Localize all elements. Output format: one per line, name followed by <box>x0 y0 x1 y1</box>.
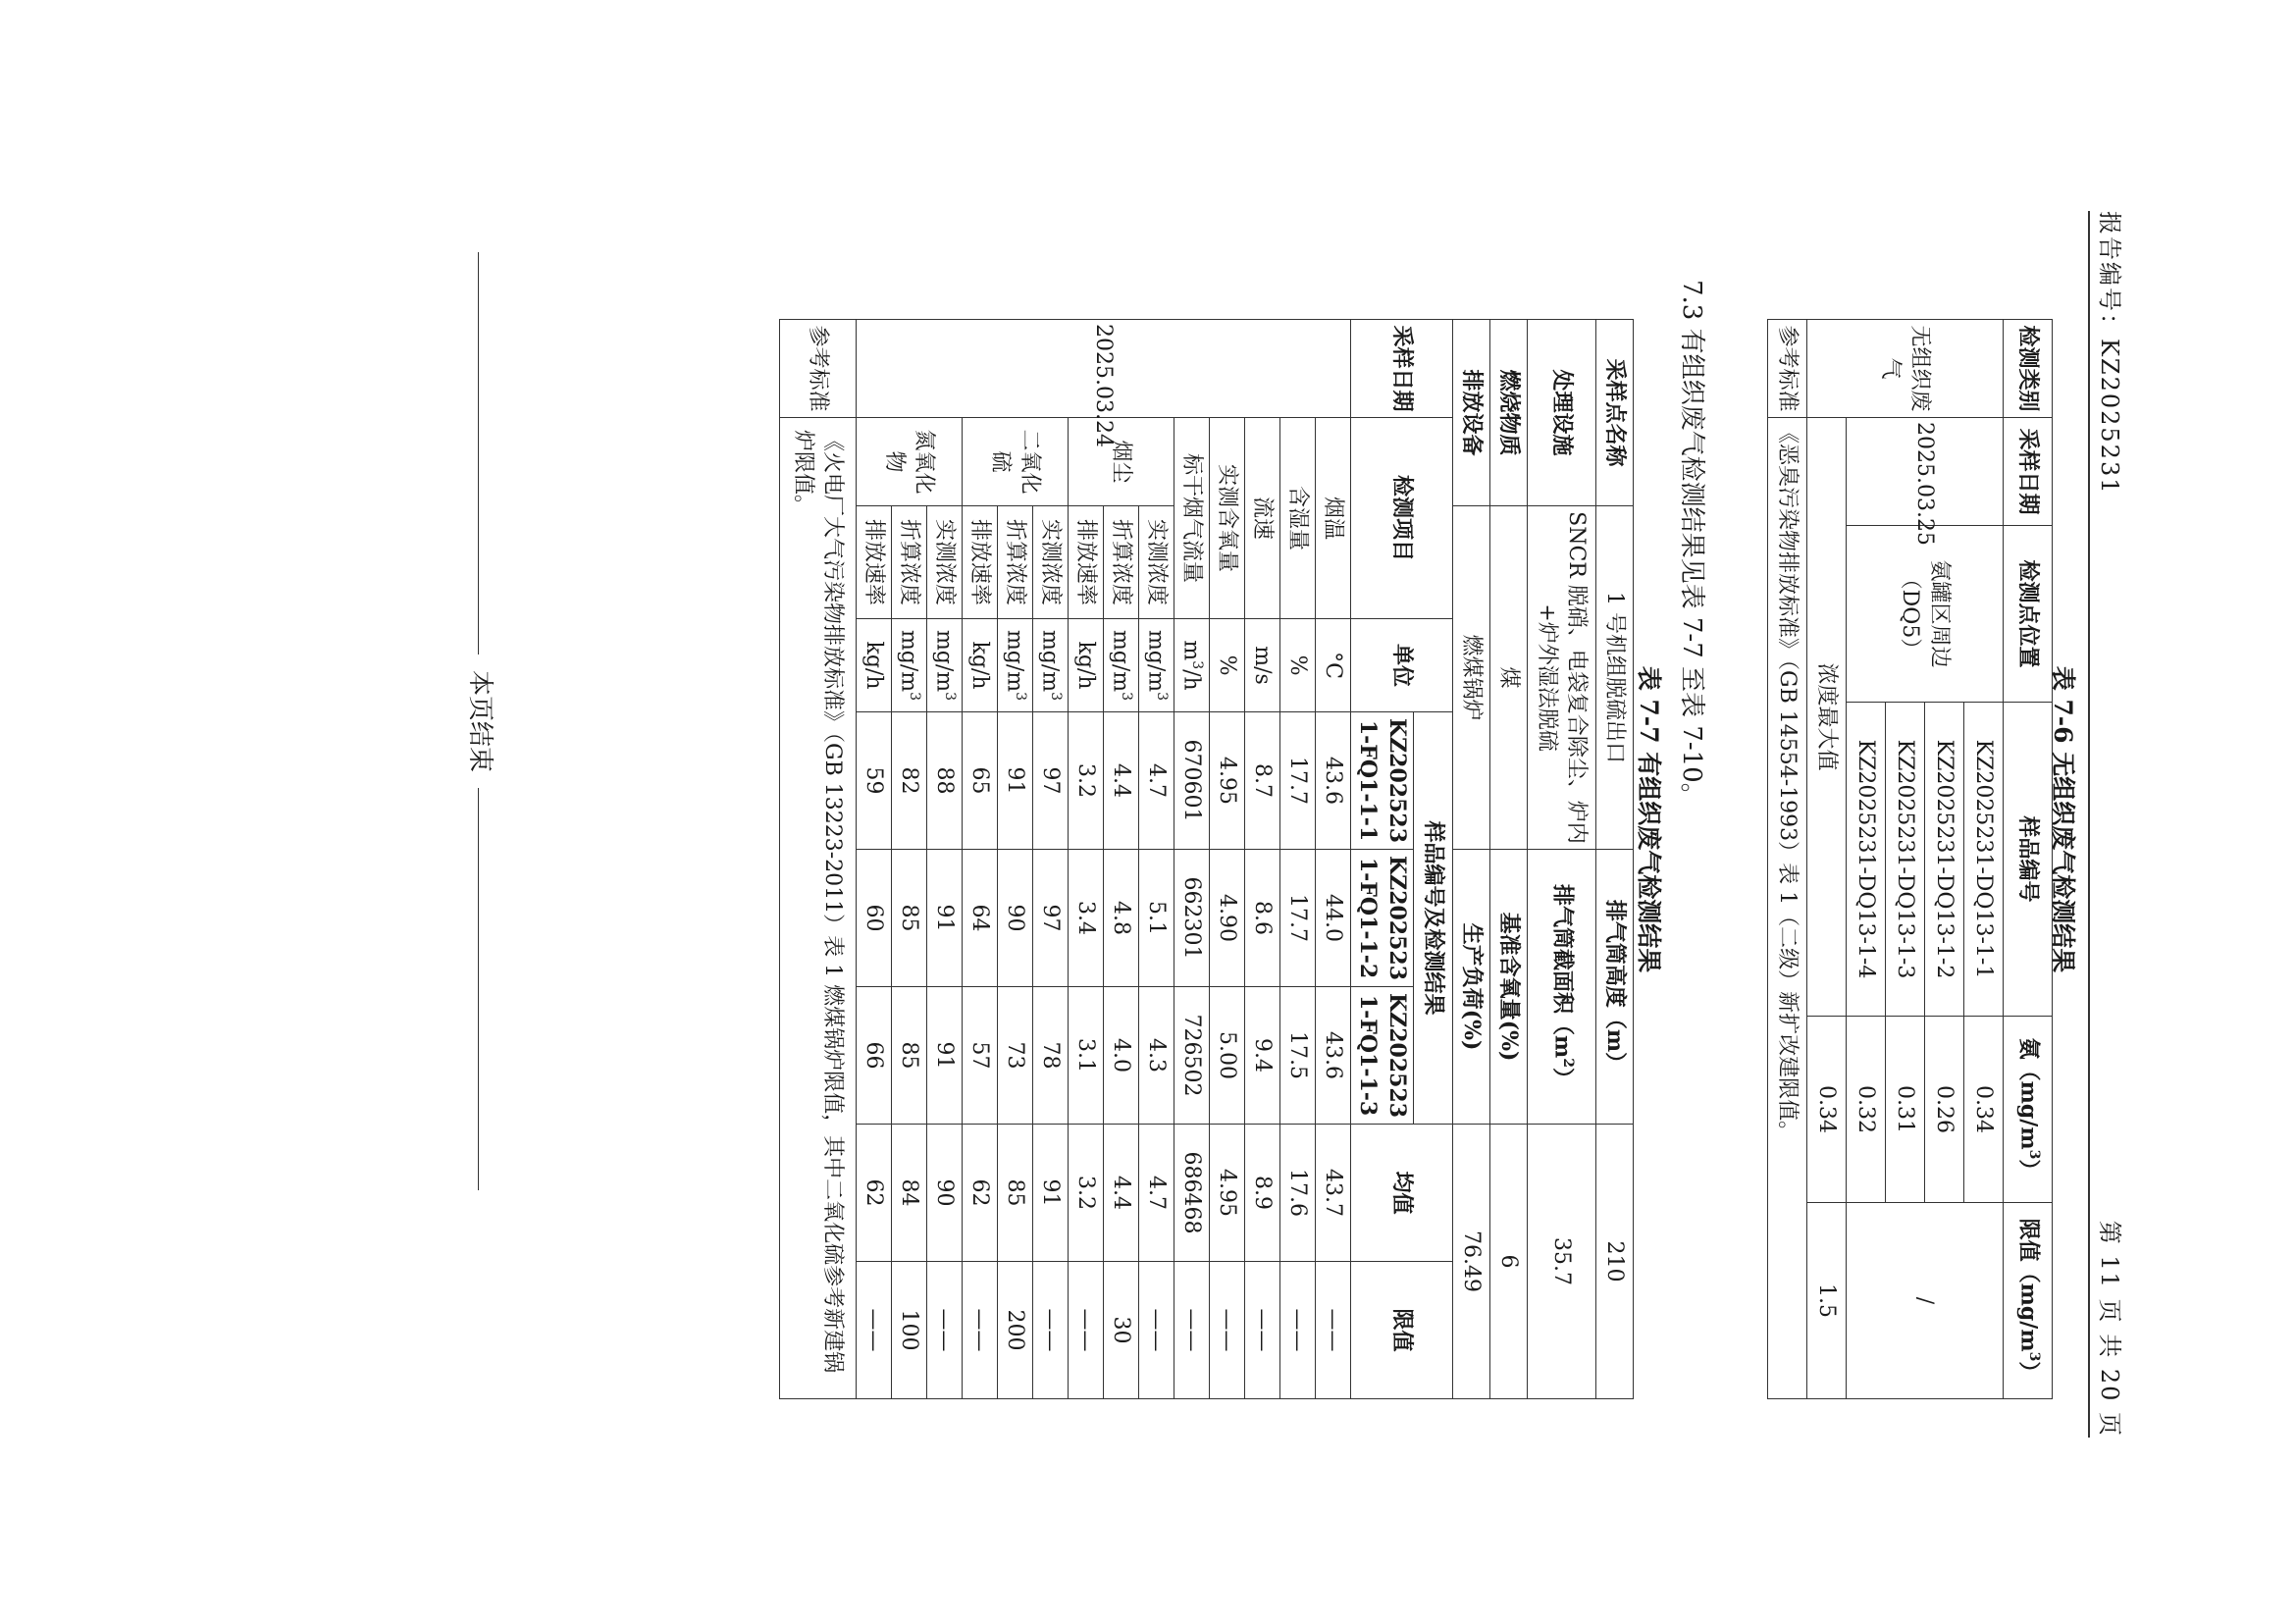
t77-value: 5.00 <box>1209 987 1244 1125</box>
t77-limit: —— <box>926 1262 962 1399</box>
table-7-6-caption: 表 7-6 无组织废气检测结果 <box>2049 665 2077 973</box>
t77-sample-id: KZ202523 1-FQ1-1-1 <box>1350 712 1413 850</box>
t77-value: 3.2 <box>1068 712 1103 850</box>
t77-limit: —— <box>856 1262 891 1399</box>
t77-value: 85 <box>891 987 926 1125</box>
t76-value: 0.26 <box>1925 1017 1964 1203</box>
t77-value: 5.1 <box>1138 850 1174 987</box>
t77-mean: 686468 <box>1174 1125 1209 1262</box>
t77-treatment-value: SNCR 脱硝、电袋复合除尘、炉内+炉外湿法脱硫 <box>1528 506 1596 850</box>
t77-col-results: 样品编号及检测结果 <box>1414 712 1453 1125</box>
t77-mean: 91 <box>1032 1125 1068 1262</box>
page-info: 第 11 页 共 20 页 <box>2096 1220 2123 1438</box>
t77-value: 59 <box>856 712 891 850</box>
t77-unit: $mg/m^3$ <box>997 619 1032 712</box>
t76-date: 2025.03.25 <box>1847 418 2004 526</box>
t77-col-limit: 限值 <box>1350 1262 1452 1399</box>
t77-oxygen-value: 6 <box>1490 1125 1528 1399</box>
t76-value: 0.32 <box>1847 1017 1886 1203</box>
t76-category: 无组织废气 <box>1807 320 2004 418</box>
t76-location: 氨罐区周边（DQ5） <box>1847 526 2004 703</box>
document-sheet <box>402 182 2129 1457</box>
t77-mean: 85 <box>997 1125 1032 1262</box>
t77-col-mean: 均值 <box>1350 1125 1452 1262</box>
t77-unit: $mg/m^3$ <box>1103 619 1138 712</box>
t77-unit: $mg/m^3$ <box>926 619 962 712</box>
t77-limit: —— <box>1138 1262 1174 1399</box>
t77-value: 91 <box>926 850 962 987</box>
t77-value: 82 <box>891 712 926 850</box>
t77-value: 17.7 <box>1279 712 1315 850</box>
t76-header-category: 检测类别 <box>2004 320 2053 418</box>
t77-load-value: 76.49 <box>1453 1125 1490 1399</box>
page-end-rule-left <box>479 252 480 654</box>
t76-sample-id: KZ2025231-DQ13-1-4 <box>1847 703 1886 1017</box>
t77-limit: —— <box>1068 1262 1103 1399</box>
t77-limit: 200 <box>997 1262 1032 1399</box>
table-7-7 <box>779 319 1634 1399</box>
t76-header-sample-id: 样品编号 <box>2004 703 2053 1017</box>
t77-col-unit: 单位 <box>1350 619 1452 712</box>
table-7-7-caption: 表 7-7 有组织废气检测结果 <box>1635 665 1663 973</box>
t77-value: 4.7 <box>1138 712 1174 850</box>
t77-item: 排放速率 <box>962 506 997 619</box>
t77-value: 78 <box>1032 987 1068 1125</box>
t76-sample-id: KZ2025231-DQ13-1-2 <box>1925 703 1964 1017</box>
t77-unit: $mg/m^3$ <box>891 619 926 712</box>
t77-date: 2025.03.24 <box>856 320 1350 418</box>
t77-value: 57 <box>962 987 997 1125</box>
t77-ref-text: 《火电厂大气污染物排放标准》（GB 13223-2011）表 1 燃煤锅炉限值，其中二氧化硫参考新建锅炉限值。 <box>779 418 856 1399</box>
t77-item: 折算浓度 <box>997 506 1032 619</box>
t77-value: 88 <box>926 712 962 850</box>
t77-limit: —— <box>1174 1262 1209 1399</box>
t77-stack-height-value: 210 <box>1596 1125 1634 1399</box>
t77-value: 97 <box>1032 712 1068 850</box>
t77-value: 662301 <box>1174 850 1209 987</box>
t77-value: 726502 <box>1174 987 1209 1125</box>
t77-stack-area-label: 排气筒截面积$(m^2)$ <box>1528 850 1596 1125</box>
t77-item: 实测含氧量 <box>1209 418 1244 619</box>
t77-item: 含湿量 <box>1279 418 1315 619</box>
t77-mean: 4.95 <box>1209 1125 1244 1262</box>
t77-ref-label: 参考标准 <box>779 320 856 418</box>
t77-unit: °C <box>1315 619 1350 712</box>
t77-col-item: 检测项目 <box>1350 418 1452 619</box>
t76-ref-text: 《恶臭污染物排放标准》（GB 14554-1993）表 1（二级）新扩改建限值。 <box>1768 418 1807 1399</box>
t77-stack-area-value: 35.7 <box>1528 1125 1596 1399</box>
t77-mean: 4.4 <box>1103 1125 1138 1262</box>
t77-item: 流速 <box>1244 418 1279 619</box>
t77-mean: 4.7 <box>1138 1125 1174 1262</box>
t77-value: 17.5 <box>1279 987 1315 1125</box>
t77-unit: kg/h <box>962 619 997 712</box>
header-rule <box>2088 211 2090 1438</box>
t77-item: 烟温 <box>1315 418 1350 619</box>
t77-site-value: 1 号机组脱硫出口 <box>1596 506 1634 850</box>
t76-value: 0.31 <box>1886 1017 1925 1203</box>
t77-value: 4.90 <box>1209 850 1244 987</box>
t77-value: 73 <box>997 987 1032 1125</box>
t77-group-so2: 二氧化硫 <box>962 418 1068 506</box>
t77-unit: $m^3/h$ <box>1174 619 1209 712</box>
page-end <box>464 182 500 1261</box>
t77-limit: —— <box>1315 1262 1350 1399</box>
t77-item: 标干烟气流量 <box>1174 418 1209 619</box>
t76-value: 0.34 <box>1964 1017 2004 1203</box>
t76-max-value: 0.34 <box>1807 1017 1847 1203</box>
t77-limit: —— <box>1209 1262 1244 1399</box>
t77-limit: 30 <box>1103 1262 1138 1399</box>
t77-limit: —— <box>962 1262 997 1399</box>
t77-site-label: 采样点名称 <box>1596 320 1634 506</box>
t77-value: 3.4 <box>1068 850 1103 987</box>
t77-value: 43.6 <box>1315 987 1350 1125</box>
t77-limit: —— <box>1279 1262 1315 1399</box>
t77-mean: 43.7 <box>1315 1125 1350 1262</box>
t77-value: 65 <box>962 712 997 850</box>
t77-value: 97 <box>1032 850 1068 987</box>
t77-unit: kg/h <box>1068 619 1103 712</box>
t77-sample-id: KZ202523 1-FQ1-1-2 <box>1350 850 1413 987</box>
t77-value: 66 <box>856 987 891 1125</box>
t77-unit: m/s <box>1244 619 1279 712</box>
t77-value: 90 <box>997 850 1032 987</box>
t77-value: 91 <box>997 712 1032 850</box>
t77-value: 3.1 <box>1068 987 1103 1125</box>
t77-treatment-label: 处理设施 <box>1528 320 1596 506</box>
t77-value: 4.95 <box>1209 712 1244 850</box>
t77-item: 折算浓度 <box>891 506 926 619</box>
t77-value: 44.0 <box>1315 850 1350 987</box>
t77-unit: $mg/m^3$ <box>1138 619 1174 712</box>
t77-value: 17.7 <box>1279 850 1315 987</box>
t77-value: 64 <box>962 850 997 987</box>
t77-mean: 62 <box>856 1125 891 1262</box>
t77-group-nox: 氮氧化物 <box>856 418 962 506</box>
t77-unit: kg/h <box>856 619 891 712</box>
t77-limit: —— <box>1032 1262 1068 1399</box>
t77-value: 9.4 <box>1244 987 1279 1125</box>
t76-sample-id: KZ2025231-DQ13-1-1 <box>1964 703 2004 1017</box>
t76-header-ammonia: 氨$(mg/m^3)$ <box>2004 1017 2053 1203</box>
t77-equipment-label: 排放设备 <box>1453 320 1490 506</box>
t77-fuel-label: 燃烧物质 <box>1490 320 1528 506</box>
t77-load-label: 生产负荷(%) <box>1453 850 1490 1125</box>
t77-mean: 3.2 <box>1068 1125 1103 1262</box>
t77-mean: 8.9 <box>1244 1125 1279 1262</box>
t76-header-date: 采样日期 <box>2004 418 2053 526</box>
t77-unit: % <box>1209 619 1244 712</box>
t77-stack-height-label: 排气筒高度（m） <box>1596 850 1634 1125</box>
t77-value: 91 <box>926 987 962 1125</box>
t77-mean: 17.6 <box>1279 1125 1315 1262</box>
t77-mean: 90 <box>926 1125 962 1262</box>
t77-item: 实测浓度 <box>926 506 962 619</box>
t77-limit: —— <box>1244 1262 1279 1399</box>
page-end-text: 本页结束 <box>465 669 495 772</box>
t76-max-limit: 1.5 <box>1807 1203 1847 1399</box>
t77-item: 实测浓度 <box>1138 506 1174 619</box>
t77-unit: % <box>1279 619 1315 712</box>
t76-header-limit: 限值$(mg/m^3)$ <box>2004 1203 2053 1399</box>
t77-value: 60 <box>856 850 891 987</box>
t76-limit: / <box>1847 1203 2004 1399</box>
t77-mean: 84 <box>891 1125 926 1262</box>
rotated-page <box>402 182 2129 1457</box>
t77-fuel-value: 煤 <box>1490 506 1528 850</box>
t77-limit: 100 <box>891 1262 926 1399</box>
t77-value: 4.0 <box>1103 987 1138 1125</box>
t77-value: 85 <box>891 850 926 987</box>
section-7-3: 7.3 有组织废气检测结果见表 7-7 至表 7-10。 <box>1677 280 1706 809</box>
t77-mean: 62 <box>962 1125 997 1262</box>
t76-max-label: 浓度最大值 <box>1807 418 1847 1017</box>
t77-oxygen-label: 基准含氧量(%) <box>1490 850 1528 1125</box>
report-number: 报告编号：KZ2025231 <box>2096 211 2123 496</box>
t77-value: 8.7 <box>1244 712 1279 850</box>
t77-value: 43.6 <box>1315 712 1350 850</box>
page-end-rule-right <box>479 788 480 1190</box>
table-7-6 <box>1767 319 2053 1399</box>
t77-value: 4.4 <box>1103 712 1138 850</box>
t77-equipment-value: 燃煤锅炉 <box>1453 506 1490 850</box>
t77-item: 实测浓度 <box>1032 506 1068 619</box>
t77-item: 排放速率 <box>856 506 891 619</box>
t76-sample-id: KZ2025231-DQ13-1-3 <box>1886 703 1925 1017</box>
t76-header-location: 检测点位置 <box>2004 526 2053 703</box>
t77-value: 4.3 <box>1138 987 1174 1125</box>
t77-unit: $mg/m^3$ <box>1032 619 1068 712</box>
t76-ref-label: 参考标准 <box>1768 320 1807 418</box>
t77-group-dust: 烟尘 <box>1068 418 1174 506</box>
t77-item: 折算浓度 <box>1103 506 1138 619</box>
t77-col-date: 采样日期 <box>1350 320 1452 418</box>
t77-sample-id: KZ202523 1-FQ1-1-3 <box>1350 987 1413 1125</box>
t77-value: 8.6 <box>1244 850 1279 987</box>
t77-value: 4.8 <box>1103 850 1138 987</box>
t77-item: 排放速率 <box>1068 506 1103 619</box>
t77-value: 670601 <box>1174 712 1209 850</box>
